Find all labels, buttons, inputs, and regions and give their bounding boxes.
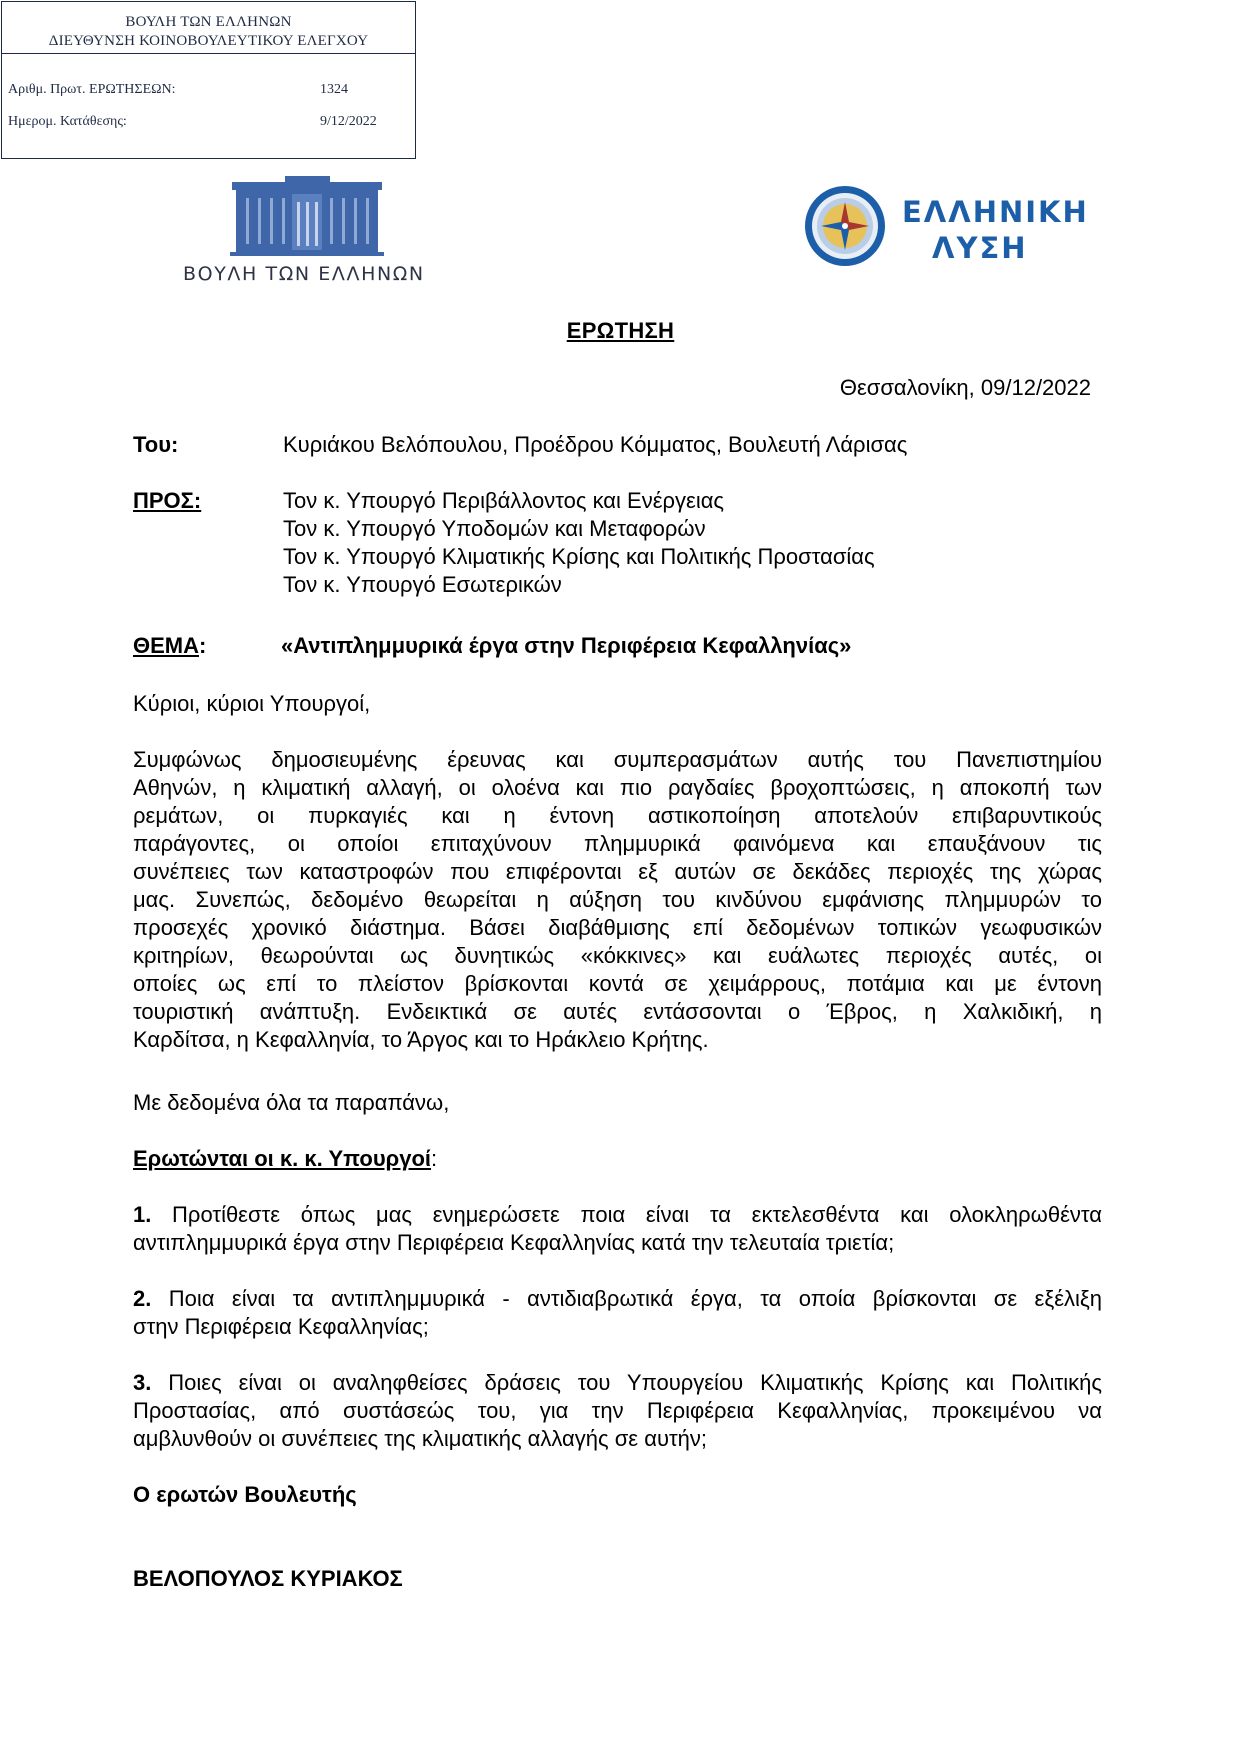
- document-title: ΕΡΩΤΗΣΗ: [566, 318, 675, 343]
- registry-stamp: [1, 1, 416, 159]
- questions-heading-colon: :: [431, 1146, 438, 1171]
- filing-date-label: Ημερομ. Κατάθεσης:: [8, 114, 127, 129]
- question-number: 3.: [133, 1370, 152, 1395]
- subject-label: ΘΕΜΑ: [133, 633, 199, 658]
- question-text: Ποιες είναι οι αναληφθείσες δράσεις του Υπουργείου Κλιματικής Κρίσης και Πολιτικής: [168, 1370, 1102, 1395]
- filing-date-value: 9/12/2022: [320, 114, 377, 129]
- body-line-last: Καρδίτσα, η Κεφαλληνία, το Άργος και το Ηράκλειο Κρήτης.: [133, 1027, 709, 1052]
- question-line: στην Περιφέρεια Κεφαλληνίας;: [133, 1314, 429, 1339]
- recipient-line: Τον κ. Υπουργό Εσωτερικών: [283, 572, 562, 597]
- body-line: συνέπειες των καταστροφών που επιφέρονται εξ αυτών σε δεκάδες περιοχές της χώρας: [133, 859, 1102, 884]
- question-3: [133, 1369, 1102, 1453]
- body-paragraph: [133, 746, 1102, 1054]
- body-line: προσεχές χρονικό διάστημα. Βάσει διαβάθμισης επί δεδομένων τοπικών γεωφυσικών: [133, 915, 1102, 940]
- questions-heading-label: Ερωτώνται οι κ. κ. Υπουργοί: [133, 1146, 432, 1171]
- question-line: αμβλυνθούν οι συνέπειες της κλιματικής αλλαγής σε αυτήν;: [133, 1426, 708, 1451]
- question-number: 1.: [133, 1202, 152, 1227]
- question-number: 2.: [133, 1286, 152, 1311]
- subject-colon: :: [199, 633, 207, 658]
- stamp-line-parliament: ΒΟΥΛΗ ΤΩΝ ΕΛΛΗΝΩΝ: [125, 14, 292, 30]
- subject-label-wrap: [133, 632, 206, 660]
- body-line: κριτηρίων, θεωρούνται ως δυνητικώς «κόκκινες» και ευάλωτες περιοχές αυτές, οι: [133, 943, 1102, 968]
- from-label: Του:: [133, 432, 179, 457]
- place-date: Θεσσαλονίκη, 09/12/2022: [839, 375, 1091, 400]
- parliament-caption: ΒΟΥΛΗ ΤΩΝ ΕΛΛΗΝΩΝ: [183, 263, 425, 285]
- recipient-line: Τον κ. Υπουργό Κλιματικής Κρίσης και Πολιτικής Προστασίας: [283, 544, 875, 569]
- body-line: Συμφώνως δημοσιευμένης έρευνας και συμπερασμάτων αυτής του Πανεπιστημίου: [133, 747, 1102, 772]
- question-line: Προστασίας, από συστάσεώς του, για την Περιφέρεια Κεφαλληνίας, προκειμένου να: [133, 1398, 1102, 1423]
- recipient-line: Τον κ. Υπουργό Περιβάλλοντος και Ενέργειας: [283, 488, 725, 513]
- question-text: Προτίθεστε όπως μας ενημερώσετε ποια είναι τα εκτελεσθέντα και ολοκληρωθέντα: [172, 1202, 1102, 1227]
- signature-name: ΒΕΛΟΠΟΥΛΟΣ ΚΥΡΙΑΚΟΣ: [133, 1566, 403, 1591]
- question-2: [133, 1285, 1102, 1341]
- salutation: Κύριοι, κύριοι Υπουργοί,: [133, 691, 371, 716]
- question-1: [133, 1201, 1102, 1257]
- body-line: Αθηνών, η κλιματική αλλαγή, οι ολοένα και πιο ραγδαίες βροχοπτώσεις, η αποκοπή των: [133, 775, 1102, 800]
- question-line: [133, 1369, 1102, 1397]
- recipients-label: ΠΡΟΣ:: [133, 488, 202, 513]
- body-line: παράγοντες, οι οποίοι επιταχύνουν πλημμυρικά φαινόμενα και επαυξάνουν τις: [133, 831, 1102, 856]
- protocol-value: 1324: [320, 82, 348, 97]
- recipient-line: Τον κ. Υπουργό Υποδομών και Μεταφορών: [283, 516, 706, 541]
- body-line: ρεμάτων, οι πυρκαγιές και η έντονη αστικοποίηση αποτελούν επιβαρυντικούς: [133, 803, 1102, 828]
- recipients-list: [283, 487, 875, 599]
- body-line: οποίες ως επί το πλείστον βρίσκονται κοντά σε χειμάρρους, ποτάμια και με έντονη: [133, 971, 1102, 996]
- questions-heading: [133, 1145, 1103, 1173]
- stamp-protocol-row: [8, 82, 348, 98]
- from-value: Κυριάκου Βελόπουλου, Προέδρου Κόμματος, Βουλευτή Λάρισας: [283, 432, 908, 457]
- question-line: [133, 1285, 1102, 1313]
- signature-role: Ο ερωτών Βουλευτής: [133, 1482, 357, 1507]
- question-text: Ποια είναι τα αντιπλημμυρικά - αντιδιαβρωτικά έργα, τα οποία βρίσκονται σε εξέλιξη: [168, 1286, 1102, 1311]
- stamp-header: [2, 2, 415, 54]
- closing-intro: Με δεδομένα όλα τα παραπάνω,: [133, 1090, 450, 1115]
- subject-value: «Αντιπλημμυρικά έργα στην Περιφέρεια Κεφαλληνίας»: [281, 633, 852, 658]
- body-line: μας. Συνεπώς, δεδομένο θεωρείται η αύξηση του κινδύνου εμφάνισης πλημμυρών το: [133, 887, 1102, 912]
- stamp-line-directorate: ΔΙΕΥΘΥΝΣΗ ΚΟΙΝΟΒΟΥΛΕΥΤΙΚΟΥ ΕΛΕΓΧΟΥ: [48, 33, 369, 49]
- party-name-line1: ΕΛΛΗΝΙΚΗ: [902, 195, 1089, 229]
- question-line: [133, 1201, 1102, 1229]
- party-name-line2: ΛΥΣΗ: [932, 231, 1028, 265]
- protocol-label: Αριθμ. Πρωτ. ΕΡΩΤΗΣΕΩΝ:: [8, 82, 176, 97]
- body-line: τουριστική ανάπτυξη. Ενδεικτικά σε αυτές εντάσσονται ο Έβρος, η Χαλκιδική, η: [133, 999, 1102, 1024]
- question-line: αντιπλημμυρικά έργα στην Περιφέρεια Κεφαλληνίας κατά την τελευταία τριετία;: [133, 1230, 895, 1255]
- stamp-date-row: [8, 114, 377, 130]
- party-wordmark: [902, 194, 1089, 266]
